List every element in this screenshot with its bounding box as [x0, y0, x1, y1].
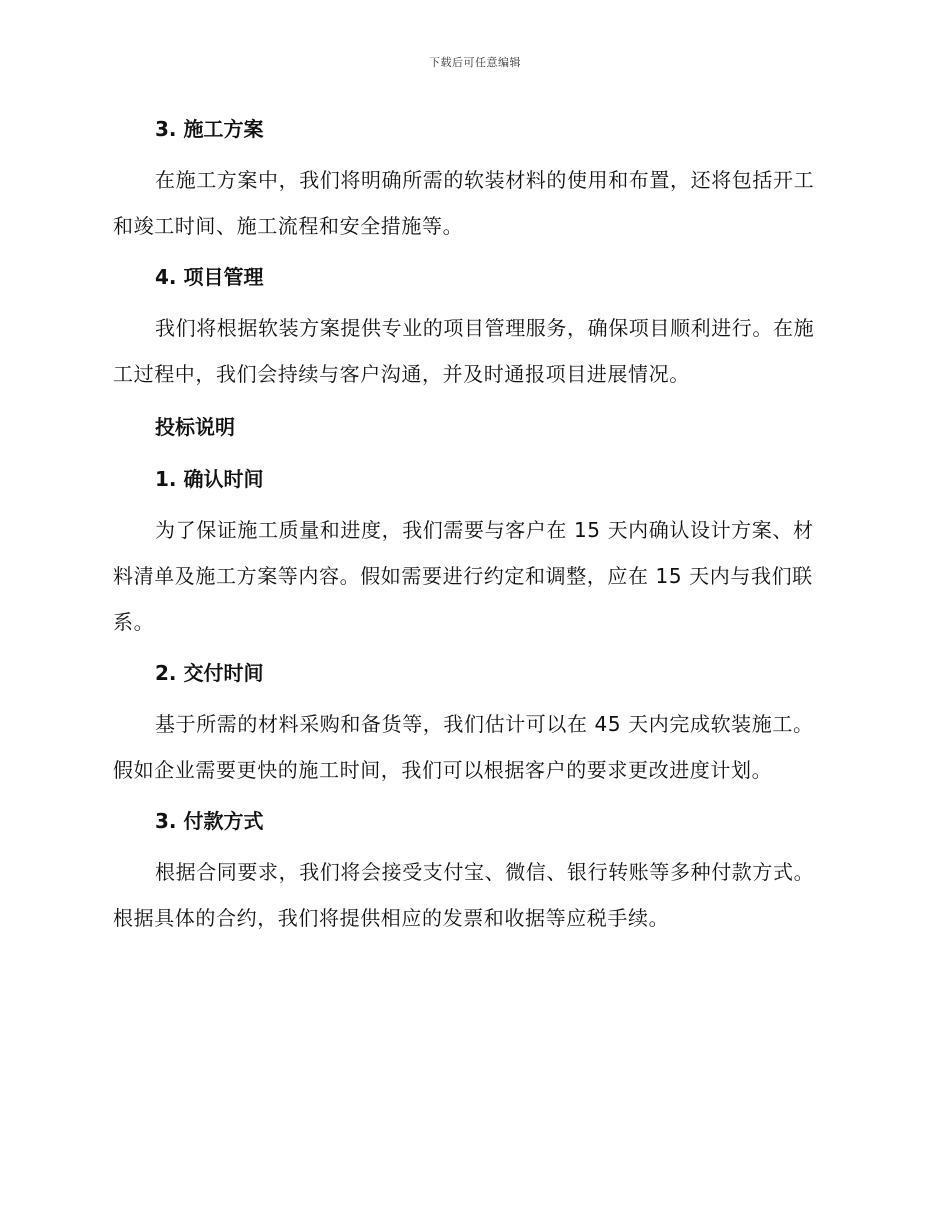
- section-heading-payment-method: 3. 付款方式: [155, 809, 264, 833]
- paragraph-delivery-time: 基于所需的材料采购和备货等，我们估计可以在 45 天内完成软装施工。假如企业需要更快的施工时间，我们可以根据客户的要求更改进度计划。: [113, 712, 814, 782]
- paragraph-payment-method: 根据合同要求，我们将会接受支付宝、微信、银行转账等多种付款方式。根据具体的合约，我们将提供相应的发票和收据等应税手续。: [113, 860, 815, 930]
- page-header: 下载后可任意编辑: [429, 56, 521, 69]
- section-heading-confirmation-time: 1. 确认时间: [155, 467, 264, 491]
- document-body: [113, 113, 833, 941]
- paragraph-confirmation-time: 为了保证施工质量和进度，我们需要与客户在 15 天内确认设计方案、材料清单及施工方案等内容。假如需要进行约定和调整，应在 15 天内与我们联系。: [113, 518, 814, 634]
- section-heading-delivery-time: 2. 交付时间: [155, 661, 264, 685]
- section-heading-bid-notes: 投标说明: [155, 415, 235, 439]
- paragraph-construction-plan: 在施工方案中，我们将明确所需的软装材料的使用和布置，还将包括开工和竣工时间、施工流程和安全措施等。: [113, 168, 815, 238]
- section-heading-project-management: 4. 项目管理: [155, 265, 264, 289]
- paragraph-project-management: 我们将根据软装方案提供专业的项目管理服务，确保项目顺利进行。在施工过程中，我们会持续与客户沟通，并及时通报项目进展情况。: [113, 316, 815, 386]
- section-heading-construction-plan: 3. 施工方案: [155, 117, 264, 141]
